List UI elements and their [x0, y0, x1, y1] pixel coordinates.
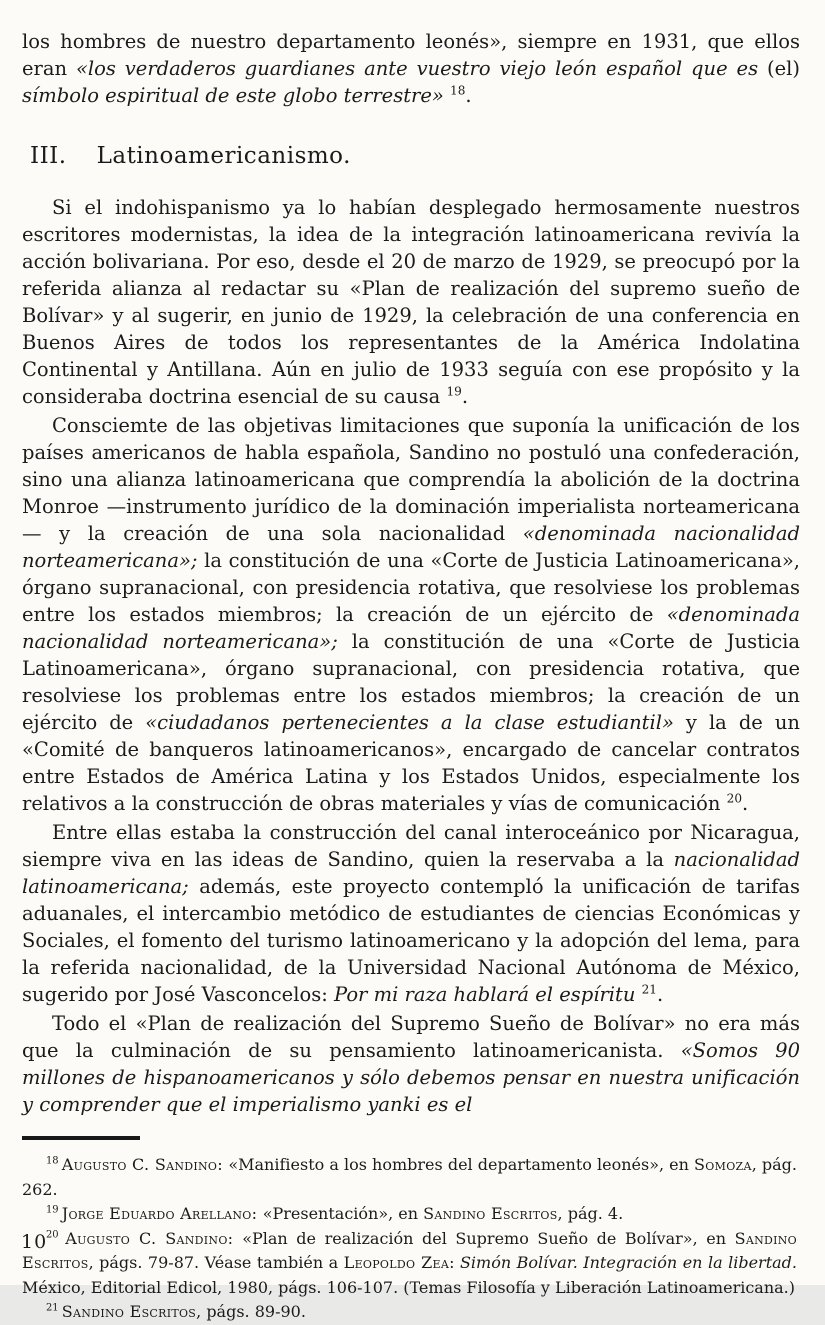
- text-segment: 18: [450, 83, 466, 98]
- text-segment: «Manifiesto a los hombres del departamento leonés», en: [228, 1155, 695, 1174]
- footnotes-section: [22, 1136, 797, 1325]
- text-segment: Entre ellas estaba la construcción del canal interoceánico por Nicaragua, siempre viva en las ideas de Sandino, quien la reservaba a la: [22, 821, 800, 871]
- text-segment: «denominada nacionalidad norteamericana»;: [22, 603, 800, 653]
- text-segment: Somoza: [694, 1155, 752, 1174]
- footnote-20: [22, 1227, 797, 1301]
- text-segment: , pág. 262.: [22, 1155, 797, 1199]
- text-segment: Por mi raza hablará el espíritu: [333, 983, 642, 1006]
- text-segment: «los verdaderos guardianes ante vuestro viejo león español que es: [75, 57, 767, 80]
- text-segment: , págs. 79-87. Véase también a: [88, 1253, 344, 1272]
- text-segment: «Plan de realización del Supremo Sueño de Bolívar», en: [242, 1228, 735, 1248]
- text-segment: Sandino Escritos: [61, 1302, 197, 1321]
- section-heading: [30, 143, 800, 170]
- paragraph-continuation: [22, 28, 800, 109]
- text-segment: «ciudadanos pertenecientes a la clase estudiantil»: [145, 711, 674, 734]
- footnote-18: [22, 1153, 797, 1202]
- paragraph-limitaciones: [22, 412, 800, 817]
- footnote-21: [22, 1300, 797, 1325]
- text-segment: Todo el «Plan de realización del Supremo Sueño de Bolívar» no era más que la culminación de su pensamiento latinoamericanista.: [22, 1012, 800, 1062]
- paragraph-indohispanismo: [22, 194, 800, 410]
- text-segment: Sandino Escritos: [423, 1204, 558, 1223]
- section-title: Latinoamericanismo.: [96, 143, 351, 169]
- text-segment: 21: [641, 982, 657, 997]
- text-segment: Simón Bolívar. Integración en la libertad.: [459, 1253, 797, 1272]
- footnote-19: [22, 1202, 797, 1227]
- text-segment: Jorge Eduardo Arellano:: [61, 1204, 263, 1223]
- text-segment: nacionalidad latinoamericana;: [22, 848, 800, 898]
- page-number: 10: [21, 1231, 48, 1253]
- text-segment: Augusto C. Sandino:: [61, 1155, 229, 1174]
- text-segment: .: [657, 983, 664, 1006]
- text-segment: la constitución de una «Corte de Justicia Latinoamericana», órgano supranacional, con presidencia rotativa, que resolviese los problemas entre los estados miembros; la creación de un ejército de: [22, 549, 800, 626]
- text-segment: símbolo espiritual de este globo terrestre»: [22, 84, 451, 107]
- text-segment: , págs. 89-90.: [196, 1302, 306, 1321]
- section-numeral: III.: [30, 143, 67, 169]
- text-segment: Augusto C. Sandino:: [65, 1228, 243, 1248]
- text-segment: «Somos 90 millones de hispanoamericanos y sólo debemos pensar en nuestra unificación y comprender que el imperialismo yanki es el: [22, 1039, 800, 1116]
- text-segment: :: [449, 1253, 460, 1272]
- footnote-divider: [22, 1136, 140, 1140]
- text-segment: y la de un «Comité de banqueros latinoamericanos», encargado de cancelar contratos entre Estados de América Latina y los Estados Unidos, especialmente los relativos a la construcción de obras materiales y vías de comunicación: [22, 711, 800, 815]
- text-segment: 18: [46, 1155, 62, 1167]
- text-segment: Leopoldo Zea: [343, 1253, 450, 1272]
- text-segment: Consciemte de las objetivas limitaciones que suponía la unificación de los países americanos de habla española, Sandino no postuló una confederación, sino una alianza latinoamericana que comprendía la abolición de la doctrina Monroe —instrumento jurídico de la dominación imperialista norteamericana— y la creación de una sola nacionalidad: [22, 414, 800, 545]
- text-segment: «Presentación», en: [262, 1204, 424, 1223]
- text-segment: la constitución de una «Corte de Justicia Latinoamericana», órgano supranacional, con presidencia rotativa, que resolviese los problemas entre los estados miembros; la creación de un ejército de: [22, 630, 800, 734]
- text-segment: 20: [46, 1229, 66, 1241]
- text-segment: Si el indohispanismo ya lo habían desplegado hermosamente nuestros escritores modernistas, la idea de la integración latinoamericana revivía la acción bolivariana. Por eso, desde el 20 de marzo de 1929, se preocupó por la referida alianza al redactar su «Plan de realización del supremo sueño de Bolívar» y al sugerir, en junio de 1929, la celebración de una conferencia en Buenos Aires de todos los representantes de la América Indolatina Continental y Antillana. Aún en julio de 1933 seguía con ese propósito y la consideraba doctrina esencial de su causa: [22, 196, 800, 408]
- text-segment: .: [465, 84, 472, 107]
- text-segment: 20: [726, 791, 743, 806]
- text-segment: 19: [46, 1204, 62, 1216]
- text-segment: México, Editorial Edicol, 1980, págs. 106-107. (Temas Filosofía y Liberación Latinoamericana.): [22, 1277, 795, 1297]
- text-segment: , pág. 4.: [557, 1204, 624, 1223]
- text-segment: 19: [446, 384, 462, 399]
- text-segment: además, este proyecto contempló la unificación de tarifas aduanales, el intercambio metódico de estudiantes de ciencias Económicas y Sociales, el fomento del turismo latinoamericano y la adopción del lema, para la referida nacionalidad, de la Universidad Nacional Autónoma de México, sugerido por José Vasconcelos:: [22, 875, 800, 1006]
- text-segment: .: [461, 385, 469, 408]
- text-segment: 21: [46, 1302, 62, 1314]
- paragraph-canal-interoceanico: [22, 819, 800, 1008]
- text-segment: los hombres de nuestro departamento leonés», siempre en 1931, que ellos eran: [22, 30, 800, 80]
- text-segment: Sandino Escritos: [22, 1228, 797, 1272]
- paragraph-plan-bolivar: [22, 1010, 800, 1118]
- text-segment: (el): [766, 57, 800, 80]
- text-segment: «denominada nacionalidad norteamericana»;: [22, 522, 800, 572]
- text-segment: .: [742, 792, 749, 815]
